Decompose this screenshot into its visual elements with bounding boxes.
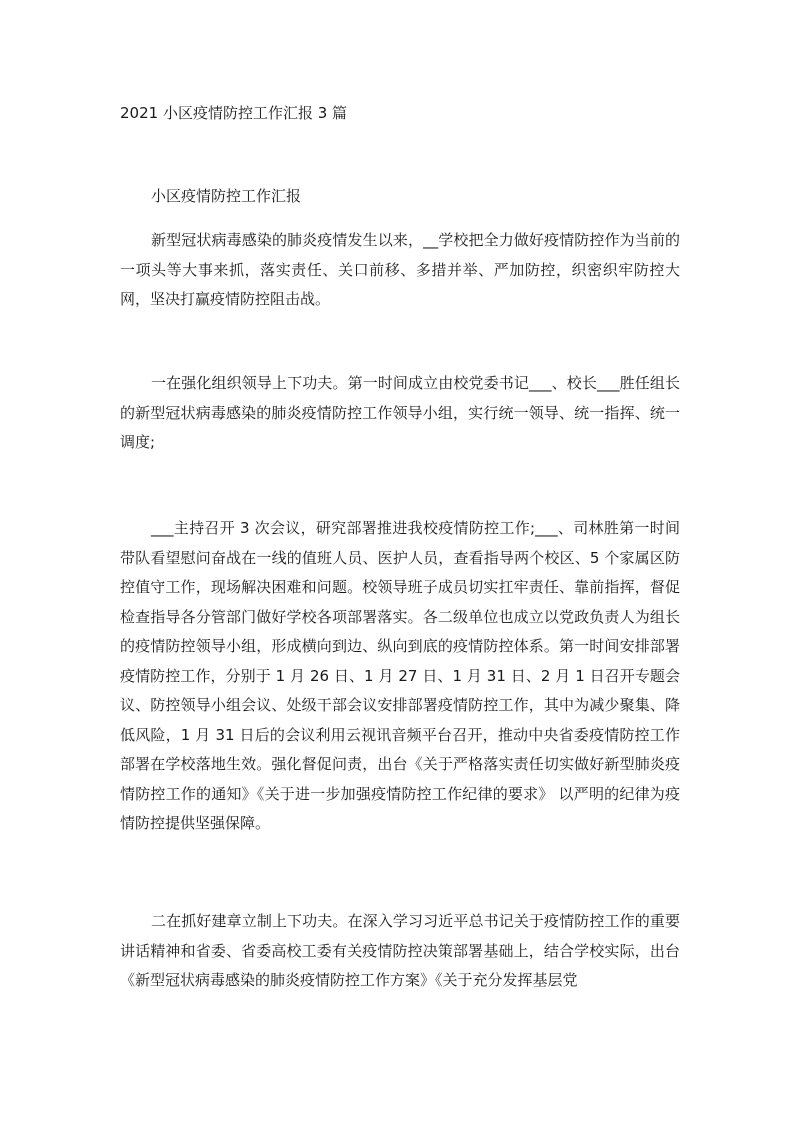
paragraph-meetings: ___主持召开 3 次会议，研究部署推进我校疫情防控工作;___、司林胜第一时间带队看望慰问奋战在一线的值班人员、医护人员，查看指导两个校区、5 个家属区防控值守工作，现场解决困难和问题。校领导班子成员切实扛牢责任、靠前指挥，督促检查指导各分管部门做好学校各项部署落实。各二级单位也成立以党政负责人为组长的疫情防控领导小组，形成横向到边、纵向到底的疫情防控体系。第一时间安排部署疫情防控工作，分别于 1 月 26 日、1 月 27 日、1 月 31 日、2 月 1 日召开专题会议、防控领导小组会议、处级干部会议安排部署疫情防控工作，其中为减少聚集、降低风险，1 月 31 日后的会议利用云视讯音频平台召开，推动中央省委疫情防控工作部署在学校落地生效。强化督促问责，出台《关于严格落实责任切实做好新型肺炎疫情防控工作的通知》《关于进一步加强疫情防控工作纪律的要求》 以严明的纪律为疫情防控提供坚强保障。: [120, 519, 680, 832]
paragraph-intro: 新型冠状病毒感染的肺炎疫情发生以来，__学校把全力做好疫情防控作为当前的一项头等大事来抓，落实责任、关口前移、多措并举、严加防控，织密织牢防控大网，坚决打赢疫情防控阻击战。: [120, 231, 680, 308]
paragraph-regulations: 二在抓好建章立制上下功夫。在深入学习习近平总书记关于疫情防控工作的重要讲话精神和省委、省委高校工委有关疫情防控决策部署基础上，结合学校实际，出台《新型冠状病毒感染的肺炎疫情防控工作方案》《关于充分发挥基层党: [120, 912, 680, 989]
document-title: 2021 小区疫情防控工作汇报 3 篇: [120, 104, 348, 122]
paragraph-organization: 一在强化组织领导上下功夫。第一时间成立由校党委书记___、校长___胜任组长的新型冠状病毒感染的肺炎疫情防控工作领导小组，实行统一领导、统一指挥、统一调度;: [120, 374, 680, 451]
section-title: 小区疫情防控工作汇报: [151, 187, 302, 205]
